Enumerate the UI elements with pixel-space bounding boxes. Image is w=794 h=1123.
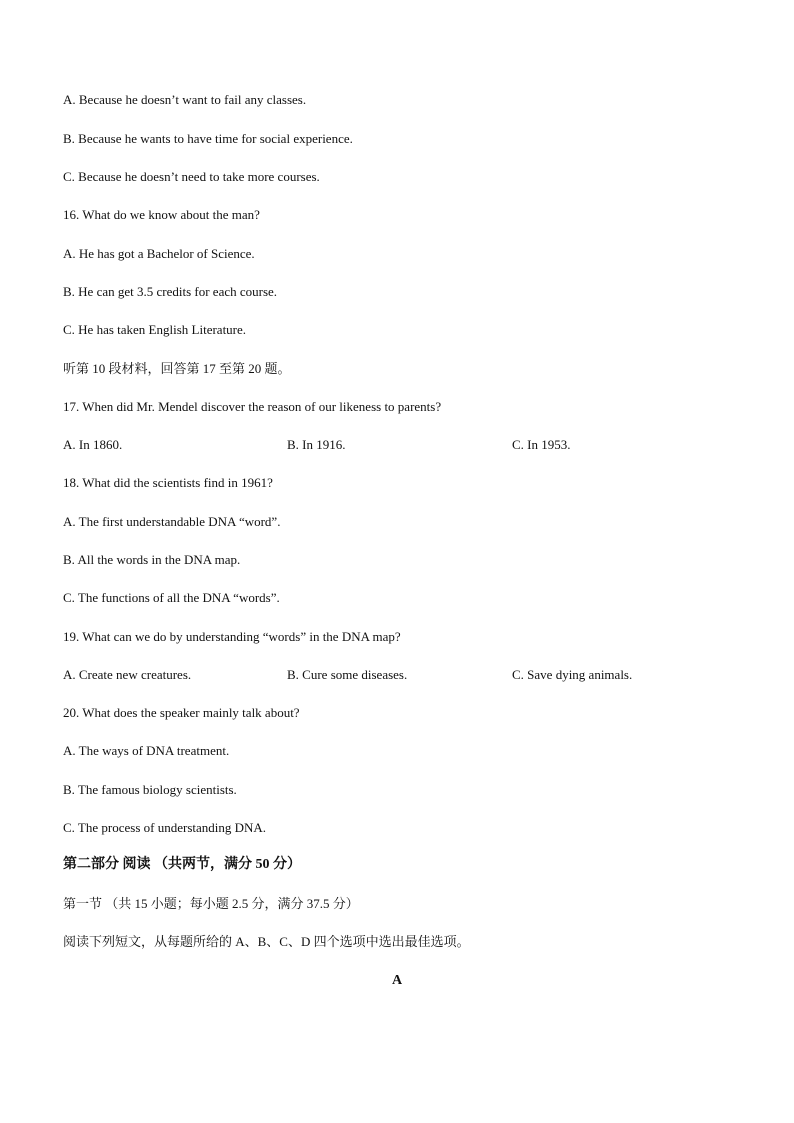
q18-option-c: C. The functions of all the DNA “words”. xyxy=(63,590,280,605)
q20-option-c: C. The process of understanding DNA. xyxy=(63,820,267,835)
q16-option-b: B. He can get 3.5 credits for each course. xyxy=(63,284,278,299)
q18-option-b: B. All the words in the DNA map. xyxy=(63,552,241,567)
q17-option-b: B. In 1916. xyxy=(287,437,346,452)
q17-stem: 17. When did Mr. Mendel discover the reason of our likeness to parents? xyxy=(63,399,442,414)
q15-option-c: C. Because he doesn’t need to take more courses. xyxy=(63,169,320,184)
part2-heading: 第二部分 阅读 （共两节，满分 50 分） xyxy=(63,857,301,872)
q18-option-a: A. The first understandable DNA “word”. xyxy=(63,514,281,529)
q20-stem: 20. What does the speaker mainly talk about? xyxy=(63,705,300,720)
q20-option-b: B. The famous biology scientists. xyxy=(63,782,237,797)
q19-option-a: A. Create new creatures. xyxy=(63,667,192,682)
reading-instruction: 阅读下列短文，从每题所给的 A、B、C、D 四个选项中选出最佳选项。 xyxy=(63,934,470,949)
q17-option-c: C. In 1953. xyxy=(512,437,571,452)
q16-stem: 16. What do we know about the man? xyxy=(63,207,260,222)
q19-option-b: B. Cure some diseases. xyxy=(287,667,408,682)
section-10-instruction: 听第 10 段材料，回答第 17 至第 20 题。 xyxy=(63,361,291,376)
q15-option-b: B. Because he wants to have time for social experience. xyxy=(63,131,353,146)
q19-stem: 19. What can we do by understanding “words” in the DNA map? xyxy=(63,629,401,644)
q17-option-a: A. In 1860. xyxy=(63,437,123,452)
q20-option-a: A. The ways of DNA treatment. xyxy=(63,743,230,758)
q18-stem: 18. What did the scientists find in 1961? xyxy=(63,475,273,490)
q16-option-c: C. He has taken English Literature. xyxy=(63,322,247,337)
q19-option-c: C. Save dying animals. xyxy=(512,667,633,682)
passage-label: A xyxy=(391,973,403,988)
q16-option-a: A. He has got a Bachelor of Science. xyxy=(63,246,255,261)
q15-option-a: A. Because he doesn’t want to fail any classes. xyxy=(63,92,307,107)
section1-heading: 第一节 （共 15 小题；每小题 2.5 分，满分 37.5 分） xyxy=(63,896,359,911)
